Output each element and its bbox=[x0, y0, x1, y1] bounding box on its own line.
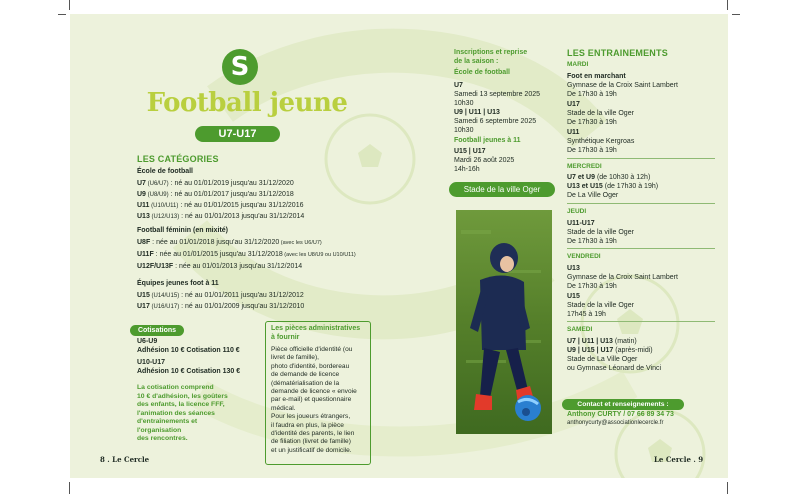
note-line: La cotisation comprend bbox=[137, 384, 214, 391]
category-code: U17 bbox=[137, 303, 150, 310]
inscription-teams: U7 bbox=[454, 82, 463, 89]
training-line bbox=[567, 337, 717, 346]
inscription-date: Mardi 26 août 2025 bbox=[454, 157, 515, 164]
category-code: U13 bbox=[137, 213, 150, 220]
training-title: U11 bbox=[567, 129, 580, 136]
training-line: De 17h30 à 19h bbox=[567, 119, 617, 126]
training-teams: U13 et U15 bbox=[567, 183, 603, 190]
note-line: des rencontres. bbox=[137, 435, 188, 442]
training-time: (après-midi) bbox=[613, 347, 653, 354]
category-alt: (U8/U9) bbox=[145, 192, 169, 198]
pieces-line: Pièce officielle d'identité (ou bbox=[271, 346, 353, 353]
category-code: U8F bbox=[137, 239, 151, 246]
divider bbox=[567, 203, 715, 204]
training-item bbox=[567, 128, 717, 155]
equipes-list bbox=[137, 291, 387, 313]
equipes-heading: Équipes jeunes foot à 11 bbox=[137, 280, 219, 287]
training-title: Foot en marchant bbox=[567, 73, 626, 80]
inscriptions-heading bbox=[454, 49, 527, 66]
training-line: Synthétique Kergroas bbox=[567, 138, 635, 145]
category-row bbox=[137, 179, 387, 190]
training-item bbox=[567, 337, 717, 373]
inscriptions-heading-line: Inscriptions et reprise bbox=[454, 49, 528, 56]
crop-mark bbox=[58, 14, 66, 15]
pieces-heading-line: Les pièces administratives bbox=[271, 325, 361, 332]
stade-badge: Stade de la ville Oger bbox=[449, 182, 555, 197]
ecole-list bbox=[137, 179, 387, 223]
training-title: U17 bbox=[567, 101, 580, 108]
inscriptions-heading-line: de la saison : bbox=[454, 57, 499, 65]
training-line: De 17h30 à 19h bbox=[567, 147, 617, 154]
category-alt: (U16/U17) bbox=[149, 304, 180, 310]
training-teams: U7 et U9 bbox=[567, 174, 596, 181]
entrainements-heading: LES ENTRAINEMENTS bbox=[567, 48, 668, 58]
ecole-heading: École de football bbox=[137, 168, 194, 175]
category-alt: (U14/U15) bbox=[149, 293, 180, 299]
category-desc: : née au 01/01/2018 jusqu'au 31/12/2020 bbox=[150, 239, 280, 246]
note-line: des enfants, la licence FFF, bbox=[137, 401, 225, 408]
pieces-line: de filiation (livret de famille) bbox=[271, 438, 351, 446]
training-line: 17h45 à 19h bbox=[567, 311, 606, 318]
pieces-line: livret de famille), bbox=[271, 354, 320, 362]
category-row bbox=[137, 190, 387, 201]
footer-right: Le Cercle . 9 bbox=[654, 455, 704, 464]
pieces-line: et un justificatif de domicile. bbox=[271, 446, 352, 454]
training-time: (matin) bbox=[612, 338, 637, 345]
category-desc: : née au 01/01/2015 jusqu'au 31/12/2018 bbox=[153, 251, 283, 258]
cotisation-line: Adhésion 10 € Cotisation 110 € bbox=[137, 347, 240, 354]
crop-mark bbox=[69, 482, 70, 494]
training-line: Stade de la ville Oger bbox=[567, 110, 634, 117]
feminin-list bbox=[137, 238, 397, 274]
category-row bbox=[137, 238, 397, 250]
brochure-spread bbox=[70, 14, 728, 478]
crop-mark bbox=[727, 0, 728, 10]
pieces-line: demande de licence « envoie bbox=[271, 388, 357, 396]
note-line: d'entraînements et bbox=[137, 418, 198, 425]
category-code: U9 bbox=[137, 191, 146, 198]
training-line bbox=[567, 173, 717, 182]
category-note: (avec les U8/U9 ou U10/U11) bbox=[282, 252, 356, 258]
training-item bbox=[567, 100, 717, 127]
note-line: l'organisation bbox=[137, 426, 182, 434]
pieces-heading bbox=[271, 325, 360, 342]
category-code: U11F bbox=[137, 251, 154, 258]
cotisation-note bbox=[137, 384, 267, 444]
training-photo bbox=[456, 210, 552, 434]
training-line: De La Ville Oger bbox=[567, 192, 619, 199]
training-line: De 17h30 à 19h bbox=[567, 91, 617, 98]
note-line: l'animation des séances bbox=[137, 409, 215, 417]
training-item bbox=[567, 72, 717, 99]
cotisations-badge: Cotisations bbox=[130, 325, 184, 336]
category-row bbox=[137, 250, 397, 262]
category-alt: (U12/U13) bbox=[149, 214, 180, 220]
day-label-jeudi: JEUDI bbox=[567, 208, 587, 215]
inscription-time: 10h30 bbox=[454, 127, 474, 134]
training-line: De 17h30 à 19h bbox=[567, 283, 617, 290]
category-desc: : né au 01/01/2009 jusqu'au 31/12/2010 bbox=[179, 303, 305, 310]
categories-heading: LES CATÉGORIES bbox=[137, 154, 219, 164]
inscription-date: Samedi 6 septembre 2025 bbox=[454, 118, 537, 125]
training-line: ou Gymnase Léonard de Vinci bbox=[567, 365, 662, 372]
cotisation-line: U6-U9 bbox=[137, 338, 158, 345]
training-line: Stade de la ville Oger bbox=[567, 302, 634, 309]
training-time: (de 17h30 à 19h) bbox=[602, 183, 659, 190]
inscription-block bbox=[454, 108, 564, 135]
category-alt: (U6/U7) bbox=[145, 181, 169, 187]
inscription-block bbox=[454, 81, 564, 108]
inscription-time: 10h30 bbox=[454, 100, 474, 107]
inscriptions-ecole-heading: École de football bbox=[454, 69, 511, 76]
contact-badge: Contact et renseignements : bbox=[562, 399, 684, 410]
cotisation-line: U10-U17 bbox=[137, 359, 166, 366]
day-label-mercredi: MERCREDI bbox=[567, 163, 602, 170]
age-range-badge: U7-U17 bbox=[195, 126, 280, 142]
category-desc: : né au 01/01/2019 jusqu'au 31/12/2020 bbox=[168, 180, 294, 187]
day-label-samedi: SAMEDI bbox=[567, 326, 593, 333]
pieces-line: d'identité des parents, le lien bbox=[271, 430, 355, 438]
inscription-block bbox=[454, 147, 564, 174]
training-title: U13 bbox=[567, 265, 580, 272]
day-label-vendredi: VENDREDI bbox=[567, 253, 601, 260]
day-label-mardi: MARDI bbox=[567, 61, 589, 68]
note-line: 10 € d'adhésion, les goûters bbox=[137, 392, 228, 400]
category-row bbox=[137, 201, 387, 212]
category-desc: : né au 01/01/2015 jusqu'au 31/12/2016 bbox=[178, 202, 304, 209]
training-teams: U9 | U15 | U17 bbox=[567, 347, 614, 354]
category-code: U7 bbox=[137, 180, 146, 187]
training-item bbox=[567, 292, 717, 319]
training-item bbox=[567, 264, 717, 291]
footer-left: 8 . Le Cercle bbox=[100, 455, 150, 464]
photo-illustration bbox=[456, 210, 552, 434]
feminin-heading: Football féminin (en mixité) bbox=[137, 227, 229, 234]
pieces-line: de demande de licence bbox=[271, 371, 340, 379]
category-row bbox=[137, 302, 387, 313]
pieces-line: par e-mail) et questionnaire bbox=[271, 396, 352, 404]
training-line: De 17h30 à 19h bbox=[567, 238, 617, 245]
contact-name-phone: Anthony CURTY / 07 66 89 34 73 bbox=[567, 411, 674, 418]
training-line: Stade de la ville Oger bbox=[567, 229, 634, 236]
training-line: Gymnase de la Croix Saint Lambert bbox=[567, 274, 678, 281]
category-alt: (U10/U11) bbox=[149, 203, 179, 209]
category-note: (avec les U6/U7) bbox=[279, 240, 322, 246]
crop-mark bbox=[727, 482, 728, 494]
category-code: U11 bbox=[137, 202, 150, 209]
inscription-teams: U9 | U11 | U13 bbox=[454, 109, 500, 116]
inscription-teams: U15 | U17 bbox=[454, 148, 486, 155]
category-code: U15 bbox=[137, 292, 150, 299]
logo-letter: S bbox=[230, 52, 250, 82]
pieces-line: il faudra en plus, la pièce bbox=[271, 421, 344, 429]
training-item bbox=[567, 219, 717, 246]
inscription-time: 14h-16h bbox=[454, 166, 480, 173]
training-line bbox=[567, 346, 717, 355]
training-title: U15 bbox=[567, 293, 580, 300]
divider bbox=[567, 158, 715, 159]
club-logo bbox=[222, 49, 258, 85]
category-row bbox=[137, 262, 397, 274]
training-line bbox=[567, 182, 717, 191]
training-time: (de 10h30 à 12h) bbox=[595, 174, 651, 181]
category-row bbox=[137, 212, 387, 223]
category-row bbox=[137, 291, 387, 302]
pieces-heading-line: à fournir bbox=[271, 333, 300, 341]
category-desc: : né au 01/01/2013 jusqu'au 31/12/2014 bbox=[179, 213, 305, 220]
pieces-line: médical. bbox=[271, 404, 296, 412]
contact-email[interactable]: anthonycurty@associationlecercle.fr bbox=[567, 420, 664, 426]
inscription-date: Samedi 13 septembre 2025 bbox=[454, 91, 540, 98]
training-line: Stade de La Ville Oger bbox=[567, 356, 638, 363]
category-code: U12F/U13F bbox=[137, 263, 174, 270]
category-desc: : né au 01/01/2017 jusqu'au 31/12/2018 bbox=[168, 191, 294, 198]
crop-mark bbox=[732, 14, 740, 15]
pieces-line: (dématérialisation de la bbox=[271, 379, 340, 387]
pieces-line: Pour les joueurs étrangers, bbox=[271, 413, 351, 421]
training-line: Gymnase de la Croix Saint Lambert bbox=[567, 82, 678, 89]
divider bbox=[567, 321, 715, 322]
pieces-line: photo d'identité, bordereau bbox=[271, 362, 350, 370]
training-teams: U7 | U11 | U13 bbox=[567, 338, 613, 345]
page-title: Football jeune bbox=[146, 88, 348, 118]
inscriptions-foot11-heading: Football jeunes à 11 bbox=[454, 137, 521, 144]
pieces-text bbox=[271, 346, 369, 455]
divider bbox=[567, 248, 715, 249]
training-item bbox=[567, 173, 717, 200]
crop-mark bbox=[69, 0, 70, 10]
category-desc: : née au 01/01/2013 jusqu'au 31/12/2014 bbox=[173, 263, 303, 270]
category-desc: : né au 01/01/2011 jusqu'au 31/12/2012 bbox=[179, 292, 304, 299]
cotisation-line: Adhésion 10 € Cotisation 130 € bbox=[137, 368, 241, 375]
training-title: U11-U17 bbox=[567, 220, 595, 227]
